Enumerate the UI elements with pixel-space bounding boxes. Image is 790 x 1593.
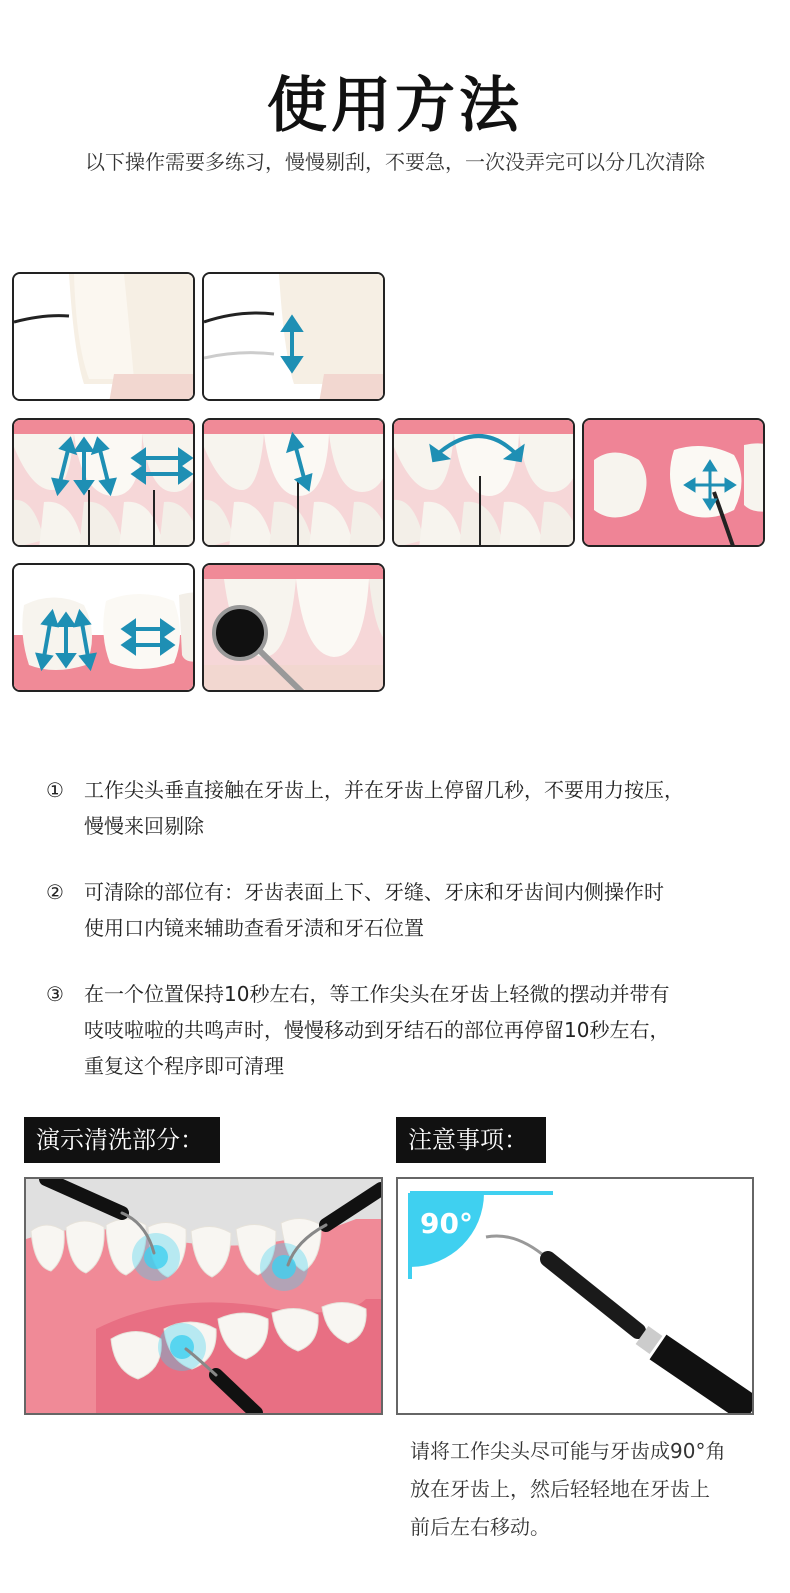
angle-text: 90°	[420, 1207, 473, 1240]
step-text-line: 慢慢来回剔除	[84, 814, 204, 838]
step-2	[46, 874, 784, 946]
step-text-line: 吱吱啦啦的共鸣声时，慢慢移动到牙结石的部位再停留10秒左右，	[84, 1018, 670, 1042]
page-title: 使用方法	[267, 71, 523, 141]
teeth-cleaning-illustration	[26, 1179, 381, 1413]
caution-note-line: 请将工作尖头尽可能与牙齿成90°角	[410, 1439, 726, 1463]
step-1	[46, 772, 784, 844]
angle-illustration	[398, 1179, 752, 1413]
tile-molar-arrows	[12, 563, 195, 692]
step-text-line: 重复这个程序即可清理	[84, 1054, 284, 1078]
tile-front-tooth-vertical	[202, 272, 385, 401]
tile-mouth-mirror	[202, 563, 385, 692]
page-subtitle: 以下操作需要多练习，慢慢剔刮，不要急，一次没弄完可以分几次清除	[85, 150, 705, 174]
multi-direction-arrow-icon	[54, 440, 114, 492]
caution-note	[410, 1432, 760, 1546]
tile-teeth-gap	[202, 418, 385, 547]
caution-note-line: 放在牙齿上，然后轻轻地在牙齿上	[410, 1477, 710, 1501]
step-text-line: 使用口内镜来辅助查看牙渍和牙石位置	[84, 916, 424, 940]
demo-label: 演示清洗部分：	[24, 1117, 220, 1163]
tile-teeth-arc	[392, 418, 575, 547]
tile-front-tooth-scaler	[12, 272, 195, 401]
tile-molar-cross	[582, 418, 765, 547]
demo-panel	[24, 1177, 383, 1415]
step-number: ①	[46, 778, 64, 802]
caution-note-line: 前后左右移动。	[410, 1515, 550, 1539]
illustration-front-tooth	[14, 274, 195, 401]
step-text-line: 在一个位置保持10秒左右，等工作尖头在牙齿上轻微的摆动并带有	[84, 982, 670, 1006]
multi-direction-arrow-icon	[38, 613, 94, 667]
step-number: ②	[46, 880, 64, 904]
caution-panel	[396, 1177, 754, 1415]
tile-teeth-multi-direction	[12, 418, 195, 547]
caution-label: 注意事项：	[396, 1117, 546, 1163]
step-number: ③	[46, 982, 64, 1006]
step-3	[46, 976, 784, 1084]
step-text-line: 可清除的部位有：牙齿表面上下、牙缝、牙床和牙齿间内侧操作时	[84, 880, 664, 904]
step-text-line: 工作尖头垂直接触在牙齿上，并在牙齿上停留几秒，不要用力按压，	[84, 778, 684, 802]
